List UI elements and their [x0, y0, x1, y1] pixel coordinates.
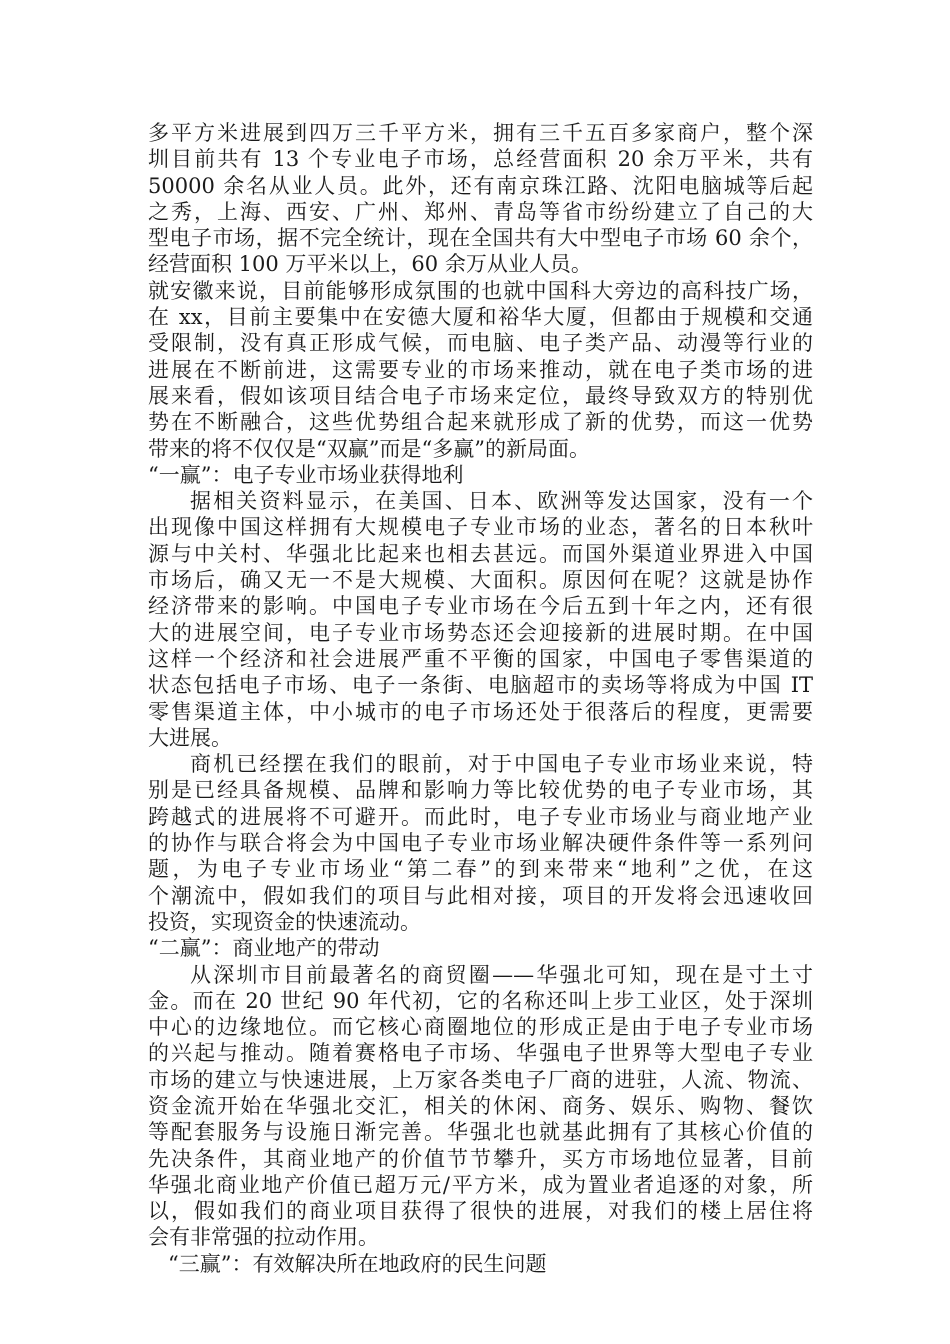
text-line: 资金流开始在华强北交汇，相关的休闲、商务、娱乐、购物、餐饮 [148, 1093, 813, 1118]
text-line: 源与中关村、华强北比起来也相去甚远。而国外渠道业界进入中国 [148, 541, 813, 566]
text-line: 受限制，没有真正形成气候，而电脑、电子类产品、动漫等行业的 [148, 331, 813, 356]
text-line: 经济带来的影响。中国电子专业市场在今后五到十年之内，还有很 [148, 594, 813, 619]
paragraph [148, 120, 813, 278]
section-heading [148, 1251, 813, 1277]
text-line: 会有非常强的拉动作用。 [148, 1225, 379, 1250]
text-line: “二赢”：商业地产的带动 [148, 936, 380, 961]
text-line: 进展在不断前进，这需要专业的市场来推动，就在电子类市场的进 [148, 357, 813, 382]
text-line: 金。而在 20 世纪 90 年代初，它的名称还叫上步工业区，处于深圳 [148, 988, 813, 1013]
section-heading [148, 462, 813, 488]
text-line: 带来的将不仅仅是“双赢”而是“多赢”的新局面。 [148, 436, 590, 461]
text-line: 题，为电子专业市场业“第二春”的到来带来“地利”之优，在这 [148, 857, 813, 882]
text-line: 投资，实现资金的快速流动。 [148, 909, 421, 934]
text-line: 多平方米进展到四万三千平方米，拥有三千五百多家商户，整个深 [148, 121, 813, 145]
text-line: 市场的建立与快速进展，上万家各类电子厂商的进驻，人流、物流、 [148, 1067, 813, 1092]
text-line: 个潮流中，假如我们的项目与此相对接，项目的开发将会迅速收回 [148, 883, 813, 908]
text-line: 型电子市场，据不完全统计，现在全国共有大中型电子市场 60 余个， [148, 226, 813, 251]
text-line: “一赢”：电子专业市场业获得地利 [148, 462, 464, 487]
text-line: 状态包括电子市场、电子一条街、电脑超市的卖场等将成为中国 IT [148, 673, 813, 698]
text-line: 跨越式的进展将不可避开。而此时，电子专业市场业与商业地产业 [148, 804, 813, 829]
text-line: 之秀，上海、西安、广州、郑州、青岛等省市纷纷建立了自己的大 [148, 199, 813, 224]
text-line: 50000 余名从业人员。此外，还有南京珠江路、沈阳电脑城等后起 [148, 173, 813, 198]
document-page [148, 120, 813, 1277]
text-line: 中心的边缘地位。而它核心商圈地位的形成正是由于电子专业市场 [148, 1015, 813, 1040]
text-line: 以，假如我们的商业项目获得了很快的进展，对我们的楼上居住将 [148, 1199, 813, 1224]
text-line: 展来看，假如该项目结合电子市场来定位，最终导致双方的特别优 [148, 383, 813, 408]
text-line: 圳目前共有 13 个专业电子市场，总经营面积 20 余万平米，共有 [148, 147, 813, 172]
text-line: 别是已经具备规模、品牌和影响力等比较优势的电子专业市场，其 [148, 778, 813, 803]
section-heading [148, 935, 813, 961]
paragraph [148, 751, 813, 935]
text-line: 据相关资料显示，在美国、日本、欧洲等发达国家，没有一个 [190, 489, 813, 514]
text-line: 先决条件，其商业地产的价值节节攀升，买方市场地位显著，目前 [148, 1146, 813, 1171]
text-line: 大进展。 [148, 725, 232, 750]
text-line: 就安徽来说，目前能够形成氛围的也就中国科大旁边的高科技广场， [148, 278, 813, 303]
text-line: 市场后，确又无一不是大规模、大面积。原因何在呢？这就是协作 [148, 568, 813, 593]
text-line: 大的进展空间，电子专业市场势态还会迎接新的进展时期。在中国 [148, 620, 813, 645]
text-line: 势在不断融合，这些优势组合起来就形成了新的优势，而这一优势 [148, 410, 813, 435]
paragraph [148, 488, 813, 751]
text-line: 等配套服务与设施日渐完善。华强北也就基此拥有了其核心价值的 [148, 1120, 813, 1145]
text-line: 的协作与联合将会为中国电子专业市场业解决硬件条件等一系列问 [148, 831, 813, 856]
paragraph [148, 278, 813, 462]
text-line: 这样一个经济和社会进展严重不平衡的国家，中国电子零售渠道的 [148, 646, 813, 671]
text-line: 零售渠道主体，中小城市的电子市场还处于很落后的程度，更需要 [148, 699, 813, 724]
text-line: 出现像中国这样拥有大规模电子专业市场的业态，著名的日本秋叶 [148, 515, 813, 540]
text-line: 在 xx，目前主要集中在安德大厦和裕华大厦，但都由于规模和交通 [148, 305, 813, 330]
text-line: 的兴起与推动。随着赛格电子市场、华强电子世界等大型电子专业 [148, 1041, 813, 1066]
text-line: “三赢”：有效解决所在地政府的民生问题 [168, 1251, 547, 1276]
text-line: 经营面积 100 万平米以上，60 余万从业人员。 [148, 252, 592, 277]
text-line: 华强北商业地产价值已超万元/平方米，成为置业者追逐的对象，所 [148, 1172, 813, 1197]
paragraph [148, 962, 813, 1251]
text-line: 商机已经摆在我们的眼前，对于中国电子专业市场业来说，特 [190, 752, 813, 777]
text-line: 从深圳市目前最著名的商贸圈——华强北可知，现在是寸土寸 [190, 962, 813, 987]
